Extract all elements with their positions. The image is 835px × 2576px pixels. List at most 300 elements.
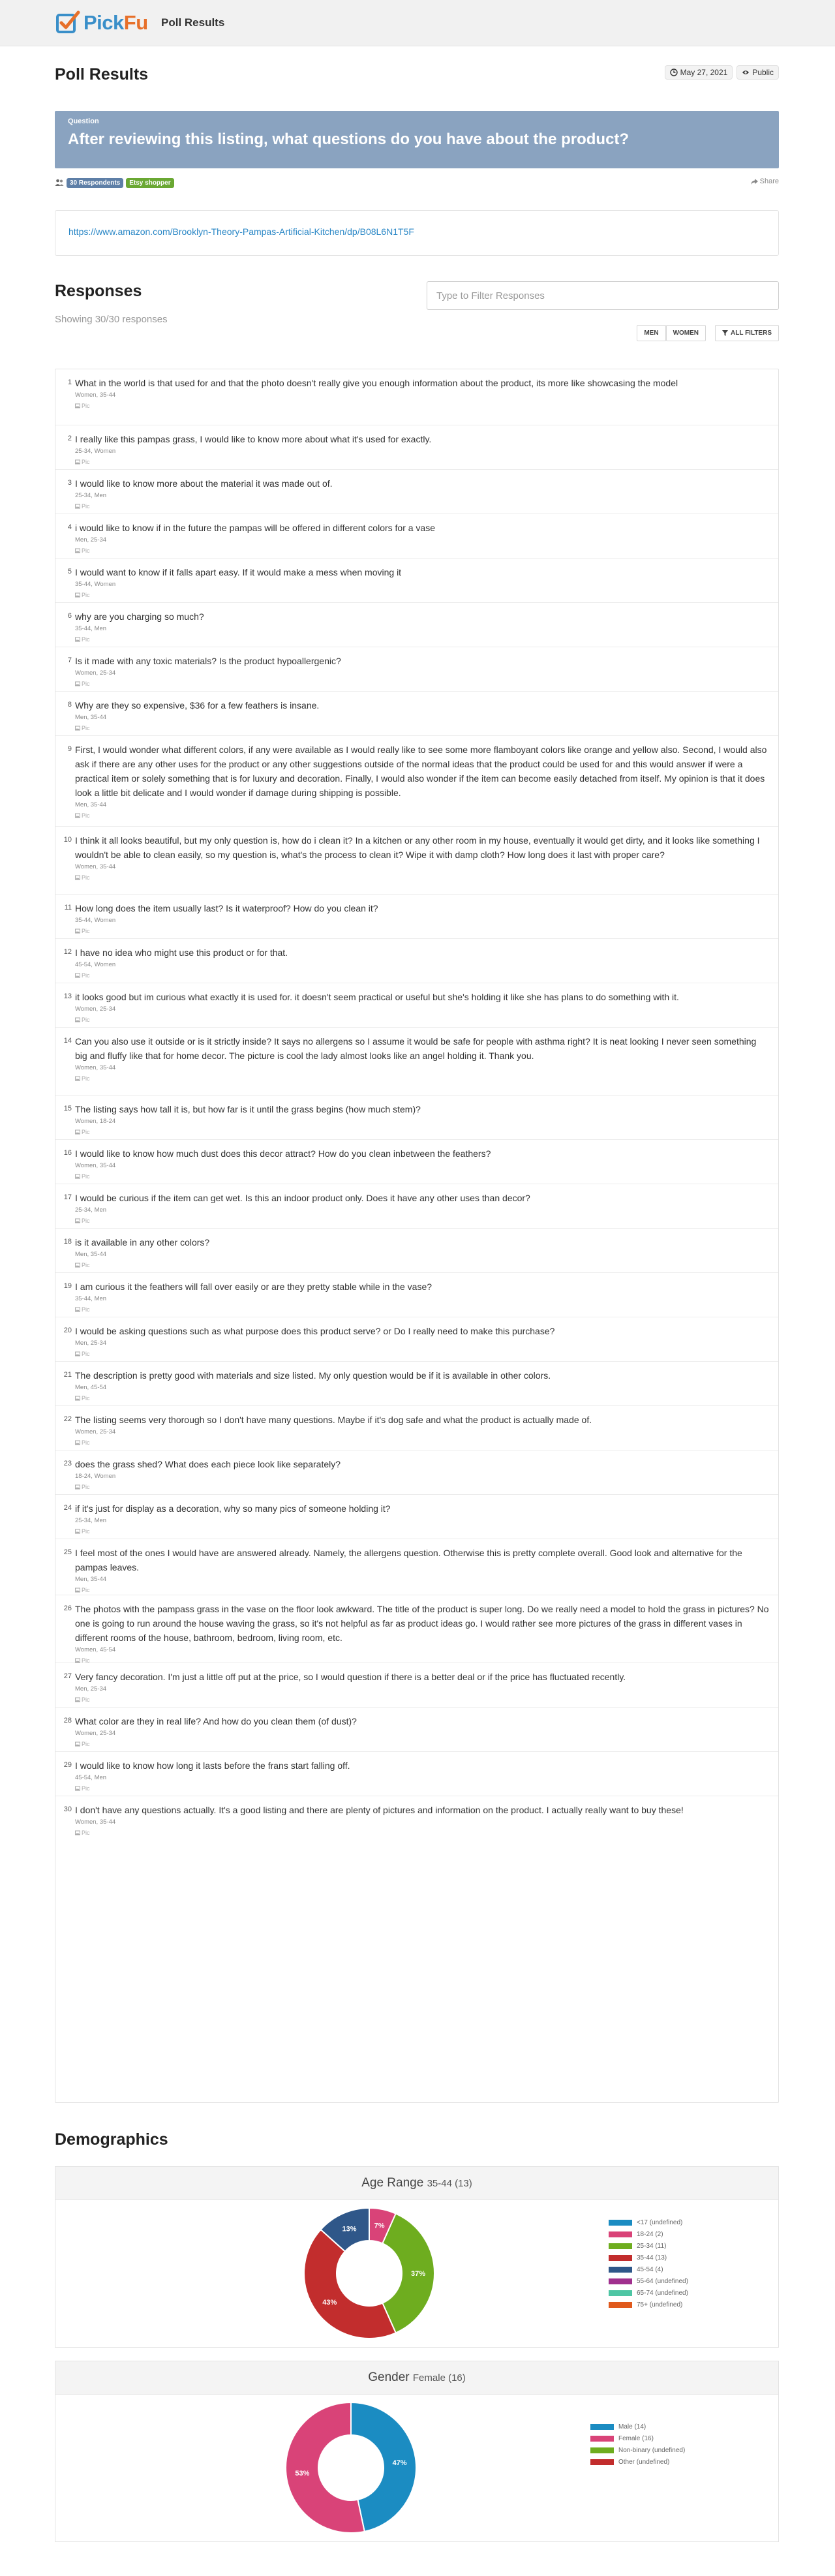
image-icon xyxy=(75,681,80,686)
response-demographics: Women, 45-54 xyxy=(75,1646,116,1653)
response-picture-link[interactable] xyxy=(75,1075,769,1082)
image-icon xyxy=(75,592,80,598)
response-text: I have no idea who might use this product or for that. xyxy=(75,947,288,958)
date-badge xyxy=(665,65,733,80)
question-box xyxy=(55,111,779,168)
response-text: How long does the item usually last? Is it waterproof? How do you clean it? xyxy=(75,903,378,913)
response-item xyxy=(55,736,778,827)
response-item xyxy=(55,1752,778,1796)
image-icon xyxy=(75,1129,80,1135)
response-picture-link[interactable] xyxy=(75,403,769,409)
response-picture-link[interactable] xyxy=(75,1262,769,1268)
response-demographics: 35-44, Men xyxy=(75,1295,107,1302)
age-legend-item[interactable] xyxy=(609,2231,688,2238)
response-item xyxy=(55,1708,778,1752)
response-picture-label: Pic xyxy=(82,459,90,465)
response-text: What in the world is that used for and that the photo doesn't really give you enough information about the product, its more like showcasing the model xyxy=(75,378,678,388)
response-text: I think it all looks beautiful, but my only question is, how do i clean it? In a kitchen or any other room in my house, eventually it would get dirty, and it looks like something I wouldn't be able to clean easily, so my question is, what's the process to clean it? Wipe it with damp cloth? How long does it last with proper care? xyxy=(75,835,760,860)
response-item xyxy=(55,1663,778,1708)
response-picture-label: Pic xyxy=(82,1439,90,1446)
age-legend-item[interactable] xyxy=(609,2243,688,2250)
response-picture-label: Pic xyxy=(82,503,90,510)
response-picture-label: Pic xyxy=(82,1528,90,1535)
response-picture-link[interactable] xyxy=(75,503,769,510)
response-number: 4 xyxy=(67,523,72,531)
filter-buttons xyxy=(637,325,779,341)
filter-icon xyxy=(722,330,728,336)
response-demographics: Women, 35-44 xyxy=(75,1162,116,1169)
response-demographics: 25-34, Men xyxy=(75,1517,107,1524)
response-picture-link[interactable] xyxy=(75,1173,769,1180)
age-legend-swatch xyxy=(609,2290,632,2296)
age-range-donut-chart xyxy=(301,2205,438,2342)
age-legend-item[interactable] xyxy=(609,2301,688,2308)
age-legend-label: 18-24 (2) xyxy=(637,2231,663,2238)
age-legend-label: 45-54 (4) xyxy=(637,2266,663,2273)
response-picture-label: Pic xyxy=(82,1017,90,1023)
age-legend-label: 35-44 (13) xyxy=(637,2254,667,2262)
response-picture-link[interactable] xyxy=(75,1785,769,1792)
response-text: I would like to know how much dust does this decor attract? How do you clean inbetween the feathers? xyxy=(75,1148,491,1159)
age-legend-item[interactable] xyxy=(609,2254,688,2262)
question-label: Question xyxy=(68,117,99,125)
women-filter-button[interactable]: WOMEN xyxy=(666,325,706,341)
response-item xyxy=(55,1184,778,1229)
age-legend-swatch xyxy=(609,2267,632,2273)
response-text: Very fancy decoration. I'm just a little off put at the price, so I would question if there is a better deal or if the price has fluctuated recently. xyxy=(75,1672,626,1682)
gender-card xyxy=(55,2361,779,2542)
response-item xyxy=(55,1229,778,1273)
response-text: I would want to know if it falls apart easy. If it would make a mess when moving it xyxy=(75,567,402,577)
response-picture-link[interactable] xyxy=(75,1484,769,1490)
response-text: why are you charging so much? xyxy=(75,611,204,622)
gender-donut-chart xyxy=(282,2399,419,2536)
response-picture-link[interactable] xyxy=(75,547,769,554)
response-picture-label: Pic xyxy=(82,1395,90,1402)
response-picture-link[interactable] xyxy=(75,1696,769,1703)
response-demographics: Men, 35-44 xyxy=(75,1576,107,1583)
age-slice-label: 37% xyxy=(410,2270,426,2278)
image-icon xyxy=(75,1697,80,1702)
response-demographics: Women, 35-44 xyxy=(75,863,116,870)
response-item xyxy=(55,692,778,736)
response-demographics: 18-24, Women xyxy=(75,1473,116,1480)
image-icon xyxy=(75,875,80,880)
image-icon xyxy=(75,928,80,934)
responses-title: Responses xyxy=(55,282,142,300)
response-demographics: 25-34, Men xyxy=(75,492,107,499)
response-item xyxy=(55,1495,778,1539)
question-text: After reviewing this listing, what questions do you have about the product? xyxy=(68,130,630,148)
product-url-box xyxy=(55,210,779,256)
response-picture-link[interactable] xyxy=(75,1439,769,1446)
image-icon xyxy=(75,973,80,978)
response-number: 28 xyxy=(63,1717,72,1725)
response-picture-link[interactable] xyxy=(75,1218,769,1224)
response-picture-label: Pic xyxy=(82,1351,90,1357)
response-text: The photos with the pampass grass in the vase on the floor look awkward. The title of the product is super long. Do we really need a model to hold the grass in pictures? No one is going to run around the house waving the grass, so it's not helpful as far as product ideas go. I would rather see more pictures of the grass in different vases in different rooms of the house, bathroom, bedroom, living room, etc. xyxy=(75,1604,769,1643)
response-number: 25 xyxy=(63,1548,72,1556)
tags-row xyxy=(55,175,779,191)
response-picture-label: Pic xyxy=(82,547,90,554)
gender-slice-label: 47% xyxy=(392,2459,407,2468)
gender-legend-swatch xyxy=(590,2436,614,2442)
response-text: does the grass shed? What does each piece look like separately? xyxy=(75,1459,341,1469)
responses-list xyxy=(55,369,779,2103)
response-text: I am curious it the feathers will fall over easily or are they pretty stable while in the vase? xyxy=(75,1281,433,1292)
age-legend-swatch xyxy=(609,2243,632,2249)
response-picture-label: Pic xyxy=(82,928,90,934)
image-icon xyxy=(75,1174,80,1179)
age-legend-item[interactable] xyxy=(609,2219,688,2226)
response-number: 15 xyxy=(63,1105,72,1112)
age-legend-swatch xyxy=(609,2231,632,2237)
response-picture-label: Pic xyxy=(82,403,90,409)
response-picture-link[interactable] xyxy=(75,1129,769,1135)
response-demographics: Men, 35-44 xyxy=(75,714,107,721)
age-legend-swatch xyxy=(609,2220,632,2226)
page-title: Poll Results xyxy=(55,65,149,84)
response-picture-label: Pic xyxy=(82,972,90,979)
share-button[interactable] xyxy=(751,177,779,185)
response-number: 20 xyxy=(63,1326,72,1334)
logo-text: PickFu xyxy=(84,11,148,34)
response-text: I don't have any questions actually. It's a good listing and there are plenty of pictures and information on the product. I actually really want to buy these! xyxy=(75,1805,684,1815)
all-filters-button[interactable] xyxy=(715,325,779,341)
response-text: I feel most of the ones I would have are answered already. Namely, the allergens question. Otherwise this is pretty complete overall. Good look and alternative for the pampas leaves. xyxy=(75,1548,742,1572)
response-picture-label: Pic xyxy=(82,874,90,881)
age-range-header xyxy=(55,2167,778,2200)
response-demographics: Women, 25-34 xyxy=(75,1428,116,1435)
gender-legend-label: Other (undefined) xyxy=(618,2459,670,2466)
age-legend-label: 65-74 (undefined) xyxy=(637,2290,688,2297)
response-picture-label: Pic xyxy=(82,1075,90,1082)
age-legend-label: 55-64 (undefined) xyxy=(637,2278,688,2285)
response-item xyxy=(55,939,778,983)
response-picture-label: Pic xyxy=(82,725,90,731)
response-demographics: Men, 45-54 xyxy=(75,1384,107,1391)
response-item xyxy=(55,1028,778,1096)
gender-legend-item[interactable] xyxy=(590,2459,685,2466)
response-number: 13 xyxy=(63,992,72,1000)
age-range-legend xyxy=(609,2219,688,2308)
respondents-badge: 30 Respondents xyxy=(67,178,123,188)
response-picture-label: Pic xyxy=(82,636,90,643)
filter-responses-input[interactable] xyxy=(427,281,779,310)
gender-title: Gender xyxy=(368,2370,410,2384)
response-picture-link[interactable] xyxy=(75,1830,769,1836)
response-number: 23 xyxy=(63,1460,72,1467)
share-label: Share xyxy=(759,177,779,185)
response-number: 5 xyxy=(67,568,72,575)
response-number: 26 xyxy=(63,1604,72,1612)
image-icon xyxy=(75,1484,80,1490)
response-demographics: Women, 35-44 xyxy=(75,1064,116,1071)
image-icon xyxy=(75,1587,80,1593)
gender-header xyxy=(55,2361,778,2395)
image-icon xyxy=(75,1658,80,1663)
gender-legend-item[interactable] xyxy=(590,2423,685,2430)
response-text: Why are they so expensive, $36 for a few feathers is insane. xyxy=(75,700,320,711)
response-picture-link[interactable] xyxy=(75,681,769,687)
image-icon xyxy=(75,1440,80,1445)
age-legend-item[interactable] xyxy=(609,2266,688,2273)
pickfu-logo[interactable] xyxy=(55,10,148,36)
gender-legend-label: Female (16) xyxy=(618,2435,654,2442)
response-number: 3 xyxy=(67,479,72,487)
response-item xyxy=(55,470,778,514)
response-item xyxy=(55,647,778,692)
response-picture-label: Pic xyxy=(82,1785,90,1792)
response-item xyxy=(55,827,778,895)
response-number: 10 xyxy=(63,836,72,844)
response-picture-label: Pic xyxy=(82,1587,90,1593)
age-slice-label: 43% xyxy=(322,2299,337,2307)
image-icon xyxy=(75,1741,80,1747)
response-item xyxy=(55,1450,778,1495)
response-number: 8 xyxy=(67,701,72,709)
gender-legend-swatch xyxy=(590,2459,614,2465)
response-picture-link[interactable] xyxy=(75,1306,769,1313)
image-icon xyxy=(75,726,80,731)
response-picture-link[interactable] xyxy=(75,592,769,598)
response-demographics: 45-54, Men xyxy=(75,1774,107,1781)
logo-checkbox-icon xyxy=(55,10,81,36)
response-picture-link[interactable] xyxy=(75,1741,769,1747)
gender-legend-swatch xyxy=(590,2424,614,2430)
response-demographics: 35-44, Men xyxy=(75,625,107,632)
response-picture-label: Pic xyxy=(82,592,90,598)
response-number: 21 xyxy=(63,1371,72,1379)
image-icon xyxy=(75,504,80,509)
response-picture-label: Pic xyxy=(82,1741,90,1747)
response-item xyxy=(55,1539,778,1595)
response-text: The description is pretty good with materials and size listed. My only question would be if it is available in other colors. xyxy=(75,1370,551,1381)
response-text: What color are they in real life? And how do you clean them (of dust)? xyxy=(75,1716,357,1726)
visibility-badge xyxy=(736,65,779,80)
response-demographics: 25-34, Men xyxy=(75,1206,107,1214)
response-number: 17 xyxy=(63,1193,72,1201)
response-item xyxy=(55,425,778,470)
response-text: Is it made with any toxic materials? Is the product hypoallergenic? xyxy=(75,656,341,666)
clock-icon xyxy=(670,69,678,76)
response-demographics: 35-44, Women xyxy=(75,581,116,588)
age-slice-label: 7% xyxy=(374,2222,385,2230)
age-legend-swatch xyxy=(609,2255,632,2261)
men-filter-button[interactable]: MEN xyxy=(637,325,665,341)
response-number: 29 xyxy=(63,1761,72,1769)
response-picture-label: Pic xyxy=(82,1218,90,1224)
meta-pills xyxy=(665,65,779,80)
response-text: I would be curious if the item can get wet. Is this an indoor product only. Does it have any other uses than decor? xyxy=(75,1193,530,1203)
response-number: 12 xyxy=(63,948,72,956)
image-icon xyxy=(75,548,80,553)
gender-legend-item[interactable] xyxy=(590,2447,685,2454)
response-demographics: Women, 25-34 xyxy=(75,1005,116,1013)
image-icon xyxy=(75,637,80,642)
gender-subtitle: Female (16) xyxy=(412,2372,466,2384)
all-filters-label: ALL FILTERS xyxy=(731,330,772,337)
response-demographics: 25-34, Women xyxy=(75,448,116,455)
response-item xyxy=(55,1317,778,1362)
response-picture-label: Pic xyxy=(82,1484,90,1490)
age-legend-swatch xyxy=(609,2302,632,2308)
age-range-card xyxy=(55,2166,779,2348)
product-url-link[interactable]: https://www.amazon.com/Brooklyn-Theory-Pampas-Artificial-Kitchen/dp/B08L6N1T5F xyxy=(68,226,414,237)
image-icon xyxy=(75,403,80,408)
response-picture-link[interactable] xyxy=(75,972,769,979)
image-icon xyxy=(75,1786,80,1791)
image-icon xyxy=(75,1529,80,1534)
responses-count: Showing 30/30 responses xyxy=(55,314,168,325)
response-number: 6 xyxy=(67,612,72,620)
response-item xyxy=(55,603,778,647)
response-text: The listing says how tall it is, but how far is it until the grass begins (how much stem)? xyxy=(75,1104,421,1114)
response-text: I would be asking questions such as what purpose does this product serve? or Do I really need to make this purchase? xyxy=(75,1326,555,1336)
response-number: 11 xyxy=(64,904,72,912)
image-icon xyxy=(75,1307,80,1312)
response-picture-link[interactable] xyxy=(75,1587,769,1593)
response-item xyxy=(55,1140,778,1184)
audience-badge: Etsy shopper xyxy=(126,178,174,188)
gender-legend-label: Non-binary (undefined) xyxy=(618,2447,686,2454)
visibility-text: Public xyxy=(752,68,774,77)
response-picture-label: Pic xyxy=(82,1657,90,1664)
response-item xyxy=(55,514,778,559)
response-text: Can you also use it outside or is it strictly inside? It says no allergens so I assume it would be safe for people with asthma right? It is neat looking I never seen something big and fluffy like that for home decor. The picture is cool the lady almost looks like an angel holding it. Thank you. xyxy=(75,1036,757,1061)
response-item xyxy=(55,983,778,1028)
gender-legend-swatch xyxy=(590,2447,614,2453)
age-legend-label: 25-34 (11) xyxy=(637,2243,667,2250)
response-item xyxy=(55,1595,778,1663)
image-icon xyxy=(75,1830,80,1835)
response-picture-label: Pic xyxy=(82,1262,90,1268)
response-picture-label: Pic xyxy=(82,1306,90,1313)
topbar-title: Poll Results xyxy=(161,16,225,29)
response-demographics: Men, 25-34 xyxy=(75,536,107,544)
image-icon xyxy=(75,1076,80,1081)
age-legend-item[interactable] xyxy=(609,2278,688,2285)
share-icon xyxy=(751,179,758,185)
response-demographics: Women, 35-44 xyxy=(75,1818,116,1826)
response-demographics: 35-44, Women xyxy=(75,917,116,924)
date-text: May 27, 2021 xyxy=(680,68,728,77)
top-bar xyxy=(0,0,835,46)
response-picture-link[interactable] xyxy=(75,1351,769,1357)
response-picture-link[interactable] xyxy=(75,874,769,881)
response-demographics: Women, 35-44 xyxy=(75,391,116,399)
response-picture-label: Pic xyxy=(82,1173,90,1180)
response-number: 27 xyxy=(63,1672,72,1680)
response-text: First, I would wonder what different colors, if any were available as I would really like to see some more flamboyant colors like orange and yellow also. Second, I would also ask if there are any other uses for the product or any other suggestions outside of the normal ideas that the product could be used for and this would answer if were a practical item or solely something that is for luxury and decoration. Finally, I would also wonder if the item can become easily detached from itself. My opinion is that it does look a little bit delicate and I would wonder if damage during shipping is possible. xyxy=(75,744,767,798)
response-picture-label: Pic xyxy=(82,812,90,819)
response-text: I really like this pampas grass, I would like to know more about what it's used for exactly. xyxy=(75,434,432,444)
image-icon xyxy=(75,1351,80,1357)
age-legend-label: 75+ (undefined) xyxy=(637,2301,683,2308)
response-picture-link[interactable] xyxy=(75,1395,769,1402)
age-legend-label: <17 (undefined) xyxy=(637,2219,683,2226)
response-demographics: Men, 25-34 xyxy=(75,1685,107,1693)
response-picture-label: Pic xyxy=(82,1696,90,1703)
response-picture-label: Pic xyxy=(82,681,90,687)
response-item xyxy=(55,1273,778,1317)
response-item xyxy=(55,1406,778,1450)
gender-slice-label: 53% xyxy=(295,2469,310,2477)
age-range-title: Age Range xyxy=(361,2176,424,2190)
response-demographics: Women, 25-34 xyxy=(75,1730,116,1737)
response-demographics: Women, 18-24 xyxy=(75,1118,116,1125)
eye-icon xyxy=(742,69,750,76)
age-slice[interactable] xyxy=(382,2214,434,2333)
response-demographics: 45-54, Women xyxy=(75,961,116,968)
response-text: is it available in any other colors? xyxy=(75,1237,210,1248)
image-icon xyxy=(75,459,80,465)
response-number: 24 xyxy=(63,1504,72,1512)
response-text: it looks good but im curious what exactly it is used for. it doesn't seem practical or useful but she's holding it like she has plans to do something with it. xyxy=(75,992,679,1002)
response-text: i would like to know if in the future the pampas will be offered in different colors for a vase xyxy=(75,523,436,533)
response-number: 19 xyxy=(63,1282,72,1290)
response-item xyxy=(55,1362,778,1406)
response-item xyxy=(55,559,778,603)
response-picture-link[interactable] xyxy=(75,1528,769,1535)
response-text: I would like to know more about the material it was made out of. xyxy=(75,478,333,489)
response-item xyxy=(55,1096,778,1140)
response-text: The listing seems very thorough so I don't have many questions. Maybe if it's dog safe and what the product is actually made of. xyxy=(75,1415,592,1425)
response-demographics: Men, 35-44 xyxy=(75,1251,107,1258)
response-number: 16 xyxy=(63,1149,72,1157)
image-icon xyxy=(75,813,80,818)
image-icon xyxy=(75,1263,80,1268)
image-icon xyxy=(75,1218,80,1223)
gender-legend-item[interactable] xyxy=(590,2435,685,2442)
response-picture-label: Pic xyxy=(82,1129,90,1135)
response-number: 9 xyxy=(67,745,72,753)
response-picture-label: Pic xyxy=(82,1830,90,1836)
response-demographics: Men, 35-44 xyxy=(75,801,107,808)
age-legend-swatch xyxy=(609,2278,632,2284)
response-number: 14 xyxy=(63,1037,72,1045)
response-picture-link[interactable] xyxy=(75,459,769,465)
gender-legend xyxy=(590,2423,685,2466)
age-slice-label: 13% xyxy=(342,2225,357,2233)
response-number: 22 xyxy=(63,1415,72,1423)
age-legend-item[interactable] xyxy=(609,2290,688,2297)
response-picture-link[interactable] xyxy=(75,636,769,643)
response-demographics: Men, 25-34 xyxy=(75,1340,107,1347)
users-icon xyxy=(55,179,64,187)
response-number: 1 xyxy=(67,378,72,386)
response-item xyxy=(55,369,778,425)
image-icon xyxy=(75,1017,80,1022)
response-picture-link[interactable] xyxy=(75,928,769,934)
response-picture-link[interactable] xyxy=(75,725,769,731)
response-text: I would like to know how long it lasts before the frans start falling off. xyxy=(75,1760,350,1771)
response-number: 30 xyxy=(63,1805,72,1813)
response-item xyxy=(55,895,778,939)
response-number: 2 xyxy=(67,435,72,442)
age-range-subtitle: 35-44 (13) xyxy=(427,2178,472,2189)
response-number: 7 xyxy=(67,656,72,664)
image-icon xyxy=(75,1396,80,1401)
response-number: 18 xyxy=(63,1238,72,1246)
response-item xyxy=(55,1796,778,1841)
response-text: if it's just for display as a decoration, why so many pics of someone holding it? xyxy=(75,1503,391,1514)
response-picture-link[interactable] xyxy=(75,812,769,819)
demographics-title: Demographics xyxy=(55,2130,168,2149)
response-demographics: Women, 25-34 xyxy=(75,669,116,677)
response-picture-link[interactable] xyxy=(75,1017,769,1023)
gender-legend-label: Male (14) xyxy=(618,2423,646,2430)
